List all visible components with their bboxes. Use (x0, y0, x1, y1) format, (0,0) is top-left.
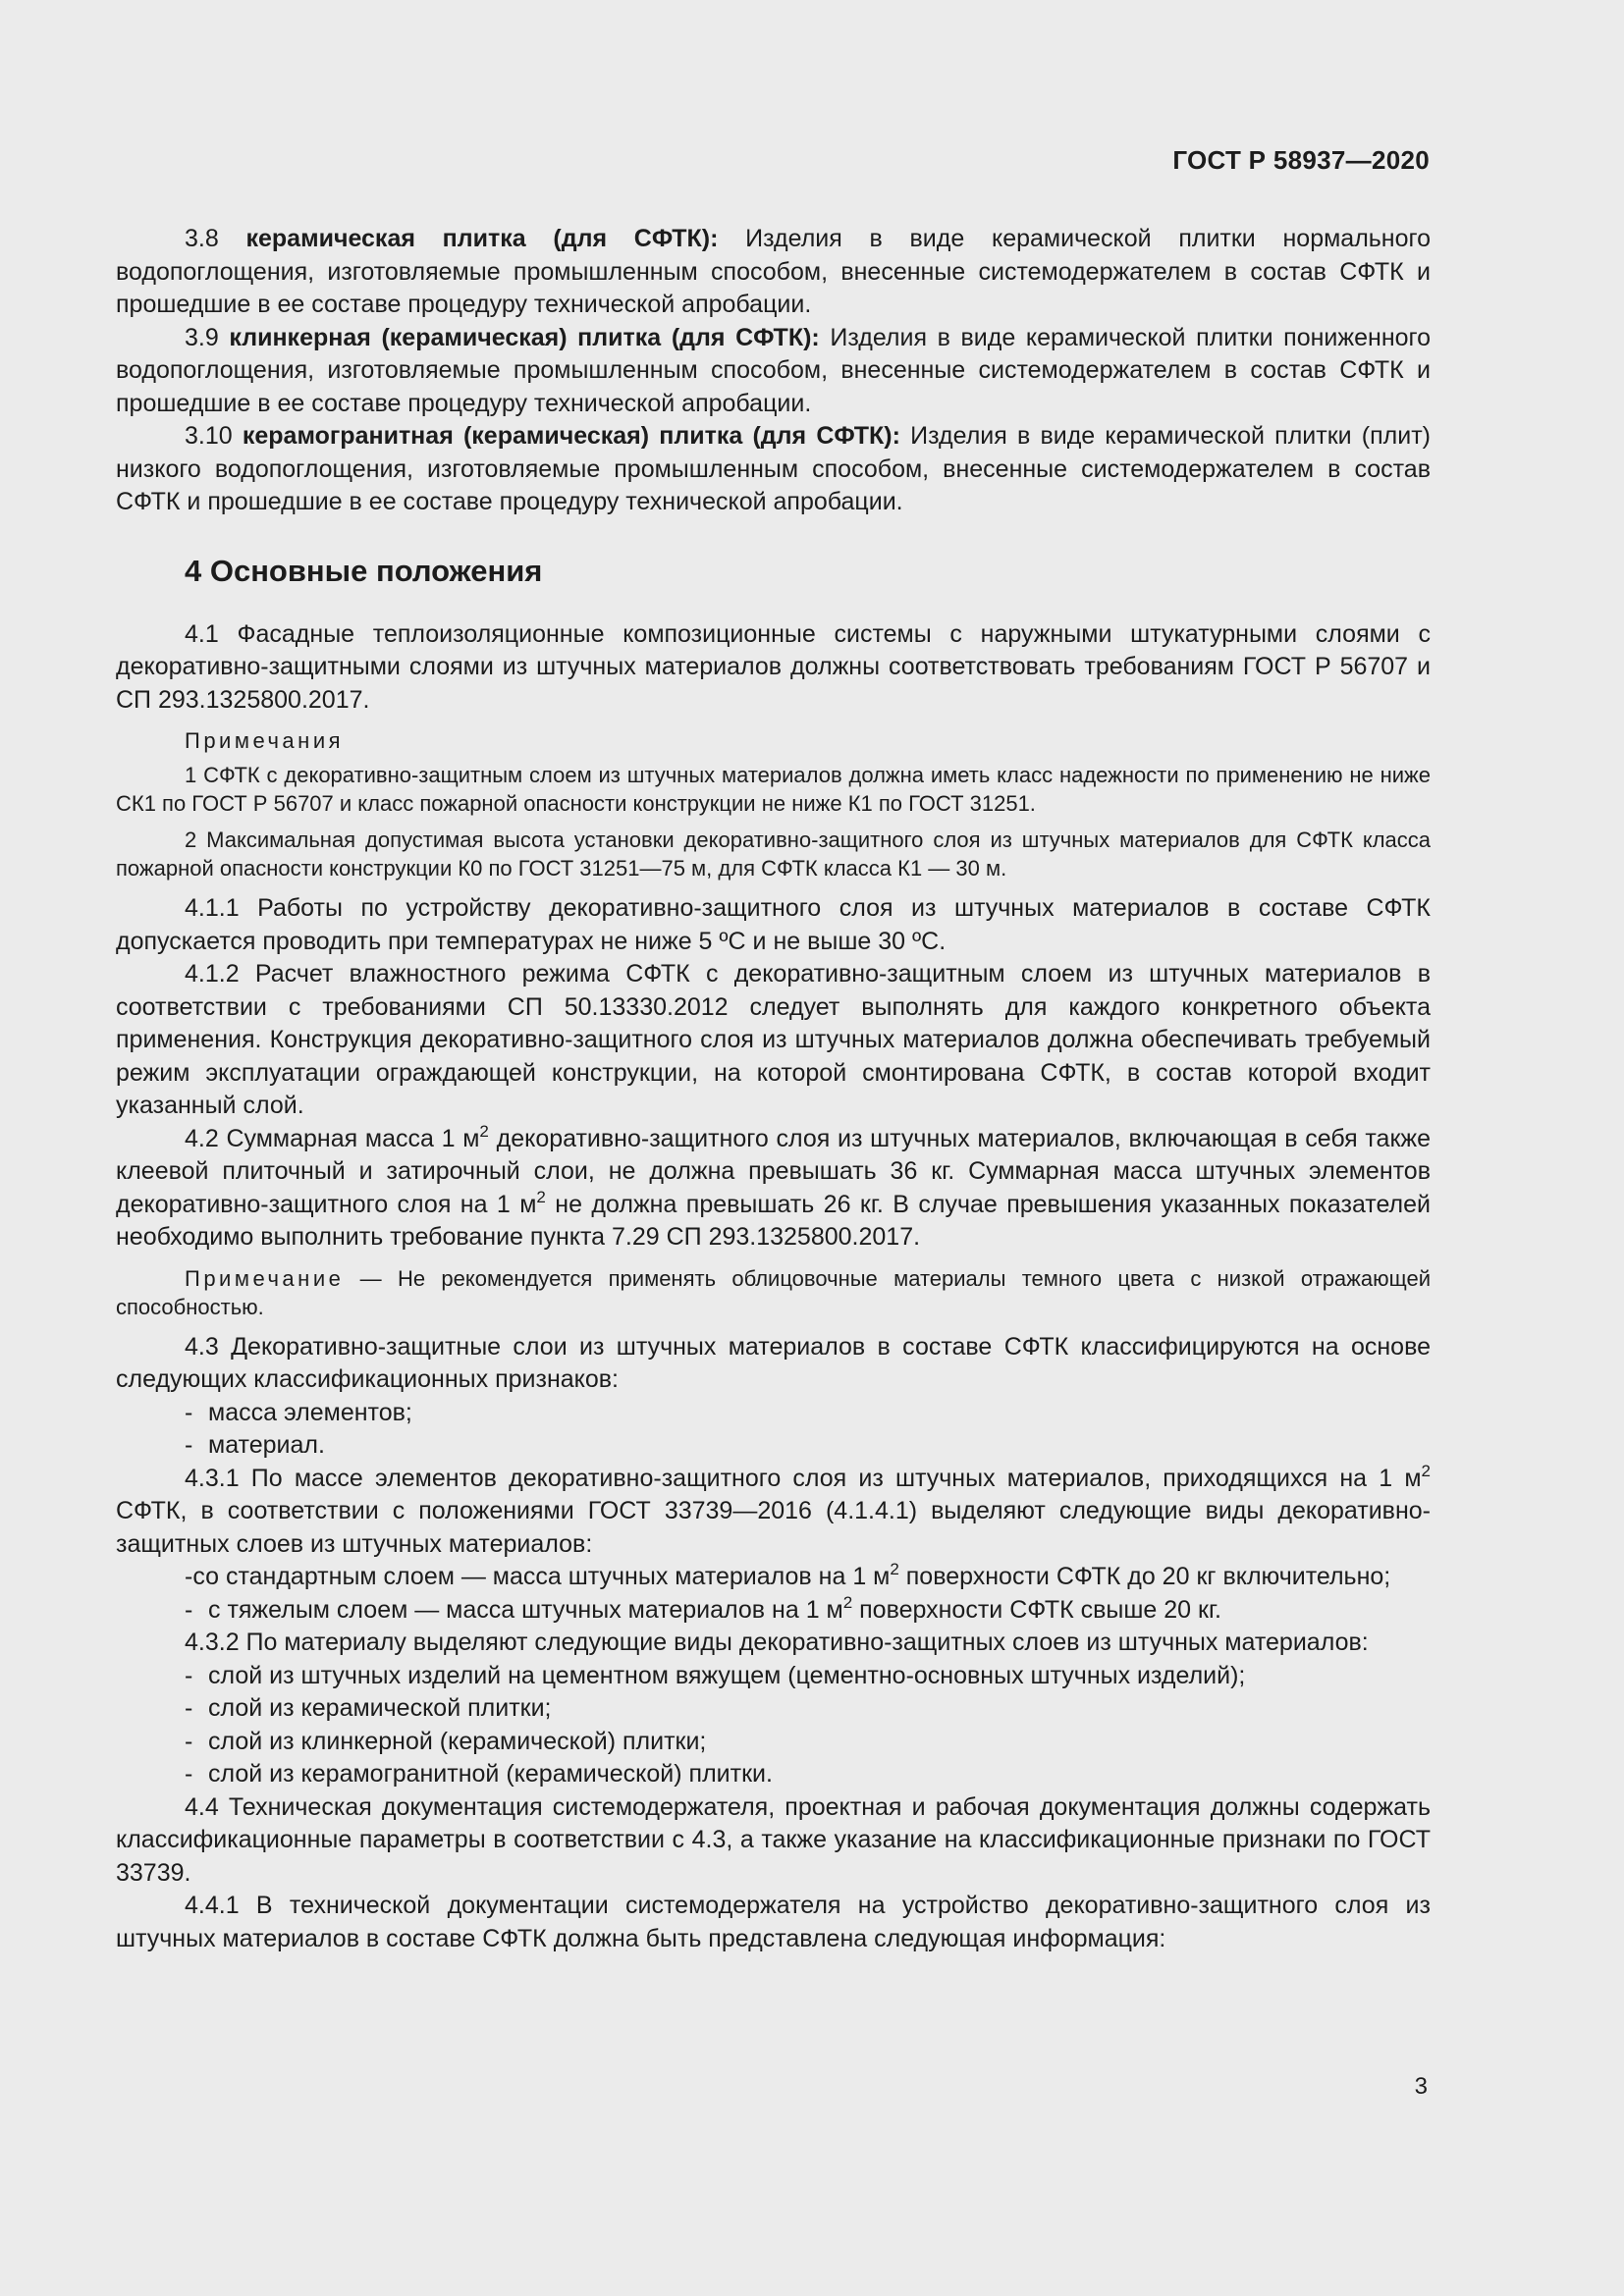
paragraph-4-1: 4.1 Фасадные теплоизоляционные композиционные системы с наружными штукатурными слоями с декоративно-защитными слоями из штучных материалов должны соответствовать требованиям ГОСТ Р 56707 и СП 293.1325800.2017. (116, 619, 1431, 714)
list-item: - материал. (116, 1429, 1431, 1463)
section-heading: 4 Основные положения (185, 553, 543, 588)
term-title: керамогранитная (керамическая) плитка (для СФТК): (242, 422, 900, 450)
list-marker: - (185, 1563, 193, 1590)
note-single: Примечание — Не рекомендуется применять облицовочные материалы темного цвета с низкой отражающей способностью. (116, 1265, 1431, 1319)
term-3-9: 3.9 клинкерная (керамическая) плитка (для СФТК): Изделия в виде керамической плитки пониженного водопоглощения, изготовляемые промышленным способом, внесенные системодержателем в состав СФТК и прошедшие в ее составе процедуру технической апробации. (116, 323, 1432, 417)
note-2: 2 Максимальная допустимая высота установки декоративно-защитного слоя из штучных материалов для СФТК класса пожарной опасности конструкции К0 по ГОСТ 31251—75 м, для СФТК класса К1 — 30 м. (116, 828, 1431, 881)
list-item: -со стандартным слоем — масса штучных материалов на 1 $м^2$ поверхности СФТК до 20 кг включительно; (185, 1560, 1391, 1590)
notes-title: Примечания (185, 728, 345, 753)
list-item: - слой из клинкерной (керамической) плитки; (116, 1726, 1431, 1759)
page-body (116, 223, 1431, 1955)
paragraph-4-1-2: 4.1.2 Расчет влажностного режима СФТК с декоративно-защитным слоем из штучных материалов в соответствии с требованиями СП 50.13330.2012 следует выполнять для каждого конкретного объекта применения. Конструкция декоративно-защитного слоя из штучных материалов должна обеспечивать требуемый режим эксплуатации ограждающей конструкции, на которой смонтирована СФТК, в состав которой входит указанный слой. (116, 960, 1431, 1119)
term-3-10: 3.10 керамогранитная (керамическая) плитка (для СФТК): Изделия в виде керамической плитки (плит) низкого водопоглощения, изготовляемые промышленным способом, внесенные системодержателем в состав СФТК и прошедшие в ее составе процедуру технической апробации. (116, 422, 1432, 515)
note-1: 1 СФТК с декоративно-защитным слоем из штучных материалов должна иметь класс надежности по применению не ниже СК1 по ГОСТ Р 56707 и класс пожарной опасности конструкции не ниже К1 по ГОСТ 31251. (116, 763, 1431, 816)
list-marker: - (185, 1431, 193, 1459)
paragraph-4-3-2: 4.3.2 По материалу выделяют следующие виды декоративно-защитных слоев из штучных материалов: (185, 1629, 1369, 1656)
list-item: - слой из керамогранитной (керамической) плитки. (116, 1758, 1431, 1791)
list-marker: - (185, 1661, 193, 1689)
list-marker: - (185, 1595, 193, 1624)
list-marker: - (185, 1727, 193, 1755)
list-item: - слой из штучных изделий на цементном вяжущем (цементно-основных штучных изделий); (116, 1660, 1431, 1693)
paragraph-4-4: 4.4 Техническая документация системодержателя, проектная и рабочая документация должны содержать классификационные параметры в соответствии с 4.3, а также указание на классификационные признаки по ГОСТ 33739. (116, 1792, 1431, 1887)
list-item: - слой из керамической плитки; (116, 1692, 1431, 1726)
list-item: - масса элементов; (116, 1397, 1431, 1430)
paragraph-4-4-1: 4.4.1 В технической документации системодержателя на устройство декоративно-защитного слоя из штучных материалов в составе СФТК должна быть представлена следующая информация: (116, 1892, 1431, 1952)
paragraph-4-3-1: 4.3.1 По массе элементов декоративно-защитного слоя из штучных материалов, приходящихся на 1 $м^2$ СФТК, в соответствии с положениями ГОСТ 33739—2016 (4.1.4.1) выделяют следующие виды декоративно-защитных слоев из штучных материалов: (116, 1461, 1431, 1558)
list-marker: - (185, 1694, 193, 1722)
list-marker: - (185, 1398, 193, 1426)
list-item: - с тяжелым слоем — масса штучных материалов на 1 $м^2$ поверхности СФТК свыше 20 кг. (116, 1594, 1431, 1628)
document-number: ГОСТ Р 58937—2020 (1172, 145, 1430, 175)
paragraph-4-3: 4.3 Декоративно-защитные слои из штучных материалов в составе СФТК классифицируются на основе следующих классификационных признаков: (116, 1332, 1431, 1393)
list-marker: - (185, 1760, 193, 1788)
term-title: керамическая плитка (для СФТК): (245, 225, 719, 252)
page-number: 3 (1414, 2073, 1428, 2100)
note-label: Примечание (185, 1265, 345, 1291)
term-title: клинкерная (керамическая) плитка (для СФТК): (229, 323, 820, 351)
paragraph-4-1-1: 4.1.1 Работы по устройству декоративно-защитного слоя из штучных материалов в составе СФТК допускается проводить при температурах не ниже 5 ºС и не выше 30 ºС. (116, 894, 1431, 955)
term-3-8: 3.8 керамическая плитка (для СФТК): Изделия в виде керамической плитки нормального водопоглощения, изготовляемые промышленным способом, внесенные системодержателем в состав СФТК и прошедшие в ее составе процедуру технической апробации. (116, 225, 1431, 318)
paragraph-4-2: 4.2 Суммарная масса 1 $м^2$ декоративно-защитного слоя из штучных материалов, включающая в себя также клеевой плиточный и затирочный слои, не должна превышать 36 кг. Суммарная масса штучных элементов декоративно-защитного слоя на 1 $м^2$ не должна превышать 26 кг. В случае превышения указанных показателей необходимо выполнить требование пункта 7.29 СП 293.1325800.2017. (116, 1121, 1432, 1251)
